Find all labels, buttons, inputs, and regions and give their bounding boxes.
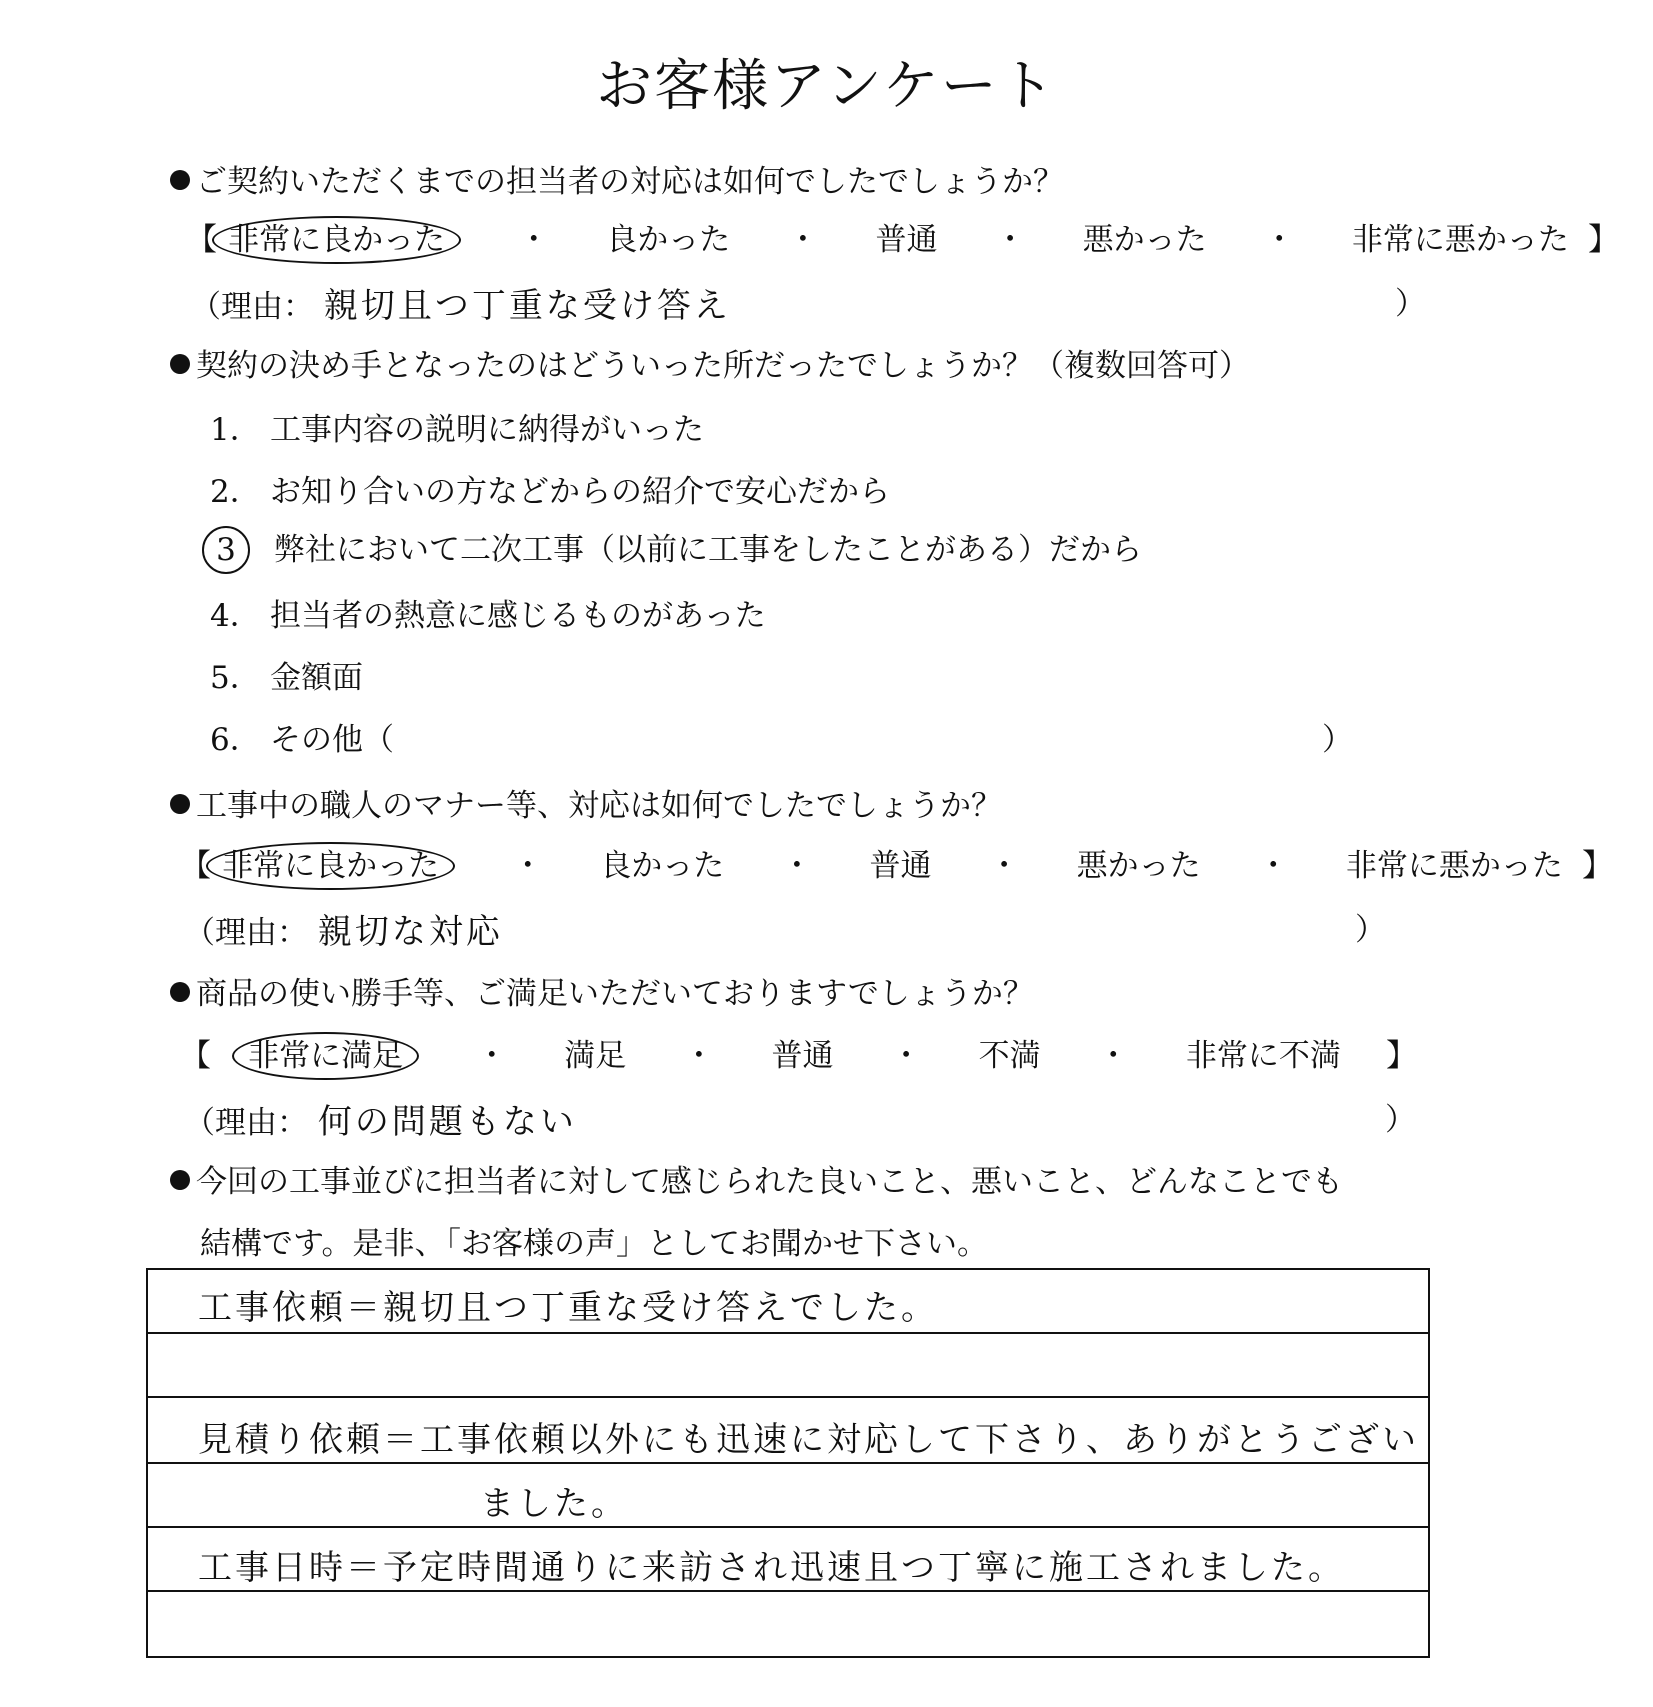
q1-option-2[interactable]: 良かった — [606, 222, 731, 258]
q2-choice-6[interactable]: 6． その他（ — [210, 722, 394, 758]
question-5 — [170, 1156, 1343, 1201]
q2-choice-2[interactable]: 2． お知り合いの方などからの紹介で安心だから — [210, 474, 890, 510]
q1-reason-answer[interactable]: 親切且つ丁重な受け答え — [323, 286, 731, 326]
q3-option-4[interactable]: 悪かった — [1076, 848, 1201, 884]
q1-option-4[interactable]: 悪かった — [1082, 222, 1207, 258]
question-4 — [170, 968, 1034, 1013]
q3-option-1[interactable]: 非常に良かった — [206, 842, 455, 890]
q3-reason-answer[interactable]: 親切な対応 — [317, 912, 503, 952]
comment-box[interactable] — [146, 1268, 1430, 1658]
question-2-text: 契約の決め手となったのはどういった所だったでしょうか？（複数回答可） — [196, 348, 1250, 384]
other-close: ） — [1322, 722, 1353, 758]
comment-line-1: 工事依頼＝親切且つ丁重な受け答えでした。 — [198, 1288, 938, 1328]
q4-option-5[interactable]: 非常に不満 — [1185, 1038, 1341, 1074]
q1-options: 【 非常に良かった ・ 良かった ・ 普通 ・ 悪かった ・ 非常に悪かった 】 — [186, 214, 1619, 259]
question-1-text: ご契約いただくまでの担当者の対応は如何でしたでしょうか？ — [196, 164, 1064, 200]
question-1 — [170, 156, 1064, 201]
bracket-open: 【 — [186, 222, 217, 258]
bullet-icon — [170, 794, 190, 814]
comment-line-3: 見積り依頼＝工事依頼以外にも迅速に対応して下さり、ありがとうござい — [198, 1420, 1419, 1460]
question-3 — [170, 780, 1002, 825]
q1-reason — [190, 278, 731, 327]
bullet-icon — [170, 170, 190, 190]
q3-option-3[interactable]: 普通 — [869, 848, 932, 884]
q3-option-5[interactable]: 非常に悪かった — [1345, 848, 1563, 884]
q3-options: 【 非常に良かった ・ 良かった ・ 普通 ・ 悪かった ・ 非常に悪かった 】 — [180, 840, 1613, 885]
q3-option-2[interactable]: 良かった — [600, 848, 725, 884]
q4-option-4[interactable]: 不満 — [978, 1038, 1041, 1074]
q4-option-2[interactable]: 満足 — [564, 1038, 627, 1074]
reason-label: （理由： — [190, 289, 314, 325]
question-3-text: 工事中の職人のマナー等、対応は如何でしたでしょうか？ — [196, 788, 1002, 824]
q3-reason: （理由： 親切な対応 — [184, 912, 503, 952]
reason-close: ） — [1395, 286, 1426, 322]
q4-reason-answer[interactable]: 何の問題もない — [317, 1102, 577, 1142]
bullet-icon — [170, 354, 190, 374]
question-2 — [170, 340, 1250, 385]
question-5-text-line2: 結構です。是非、「お客様の声」としてお聞かせ下さい。 — [200, 1226, 989, 1262]
bracket-close: 】 — [1587, 222, 1619, 258]
q2-choice-4[interactable]: 4． 担当者の熱意に感じるものがあった — [210, 598, 766, 634]
q4-options: 【 非常に満足 ・ 満足 ・ 普通 ・ 不満 ・ 非常に不満 】 — [180, 1030, 1417, 1075]
bullet-icon — [170, 982, 190, 1002]
question-4-text: 商品の使い勝手等、ご満足いただいておりますでしょうか？ — [196, 976, 1034, 1012]
q4-reason: （理由： 何の問題もない — [184, 1102, 577, 1142]
q4-option-3[interactable]: 普通 — [771, 1038, 834, 1074]
bullet-icon — [170, 1170, 190, 1190]
question-5-text: 今回の工事並びに担当者に対して感じられた良いこと、悪いこと、どんなことでも — [196, 1164, 1343, 1200]
comment-line-4: ました。 — [480, 1484, 628, 1524]
q2-choice-3[interactable]: 3 弊社において二次工事（以前に工事をしたことがある）だから — [210, 524, 1142, 574]
q1-option-1[interactable]: 非常に良かった — [212, 216, 461, 264]
q1-option-5[interactable]: 非常に悪かった — [1351, 222, 1569, 258]
q4-option-1[interactable]: 非常に満足 — [232, 1032, 419, 1080]
q2-choice-5[interactable]: 5． 金額面 — [210, 660, 363, 696]
page-title: お客様アンケート — [596, 54, 1057, 119]
circled-number: 3 — [202, 526, 250, 574]
comment-line-5: 工事日時＝予定時間通りに来訪され迅速且つ丁寧に施工されました。 — [198, 1548, 1345, 1588]
q1-option-3[interactable]: 普通 — [875, 222, 938, 258]
q2-choice-1[interactable]: 1． 工事内容の説明に納得がいった — [210, 412, 704, 448]
